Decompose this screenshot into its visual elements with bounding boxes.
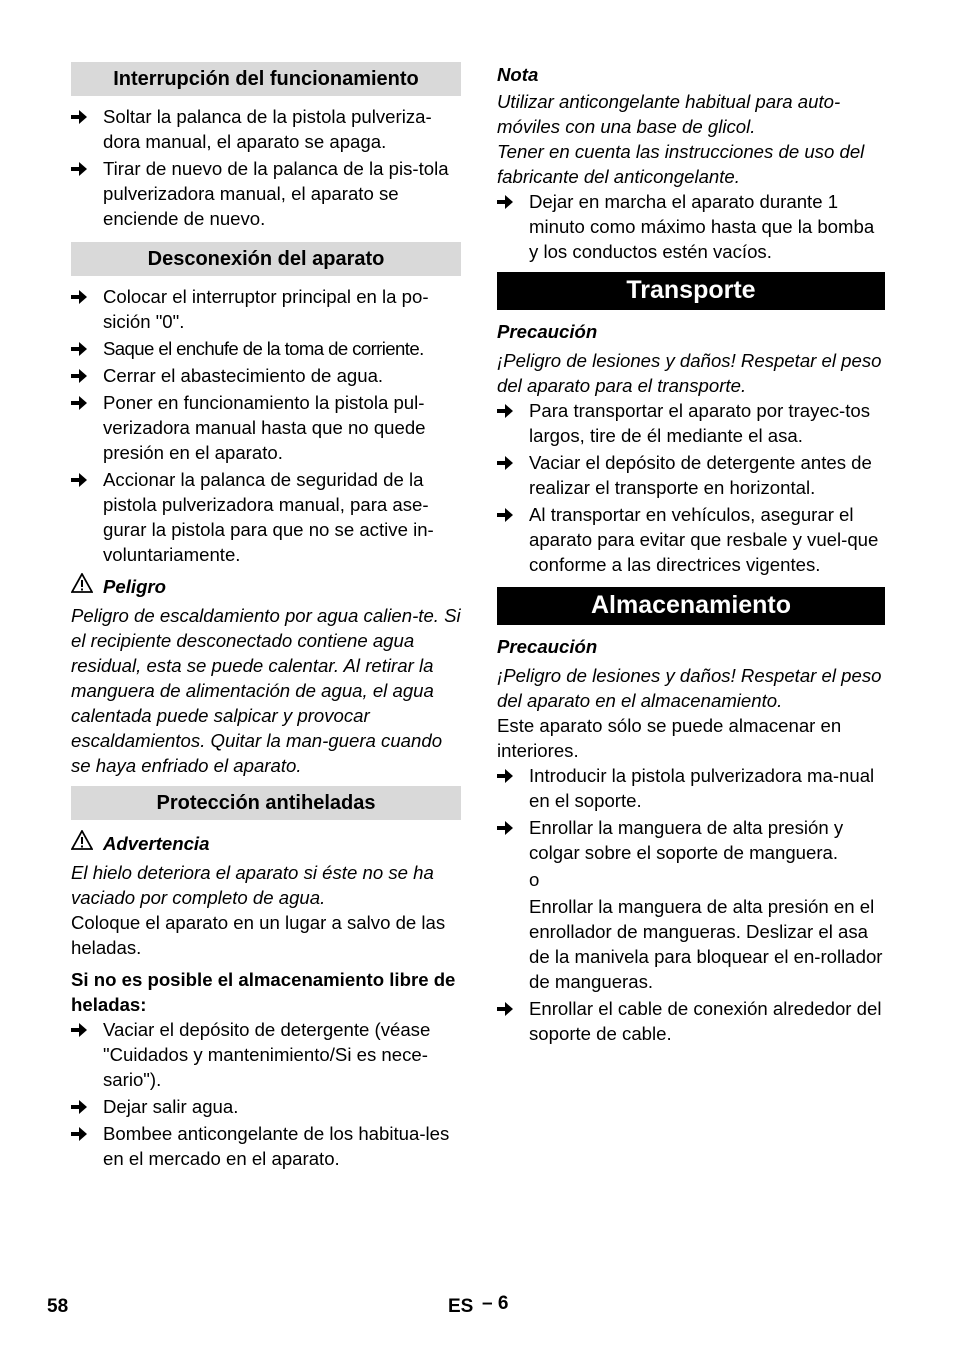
nota-text-2: Tener en cuenta las instrucciones de uso del fabricante del anticongelante. <box>497 141 865 187</box>
caution-label: Precaución <box>497 321 598 342</box>
list-item-text: Dejar en marcha el aparato durante 1 minuto como máximo hasta que la bomba y los conductos estén vacíos. <box>529 191 875 262</box>
list-item <box>71 156 461 231</box>
arrow-right-icon <box>497 450 529 470</box>
danger-text: Peligro de escaldamiento por agua calien-te. Si el recipiente desconectado contiene agua residual, esta se puede calentar. Al retirar la manguera de alimentación de agua, el agua calentada puede salpicar y provocar escaldamientos. Quitar la man-guera cuando se haya enfriado el aparato. <box>71 605 461 776</box>
list-item <box>71 467 461 567</box>
warning-text: El hielo deteriora el aparato si éste no se ha vaciado por completo de agua. <box>71 862 434 908</box>
list-item-text: Para transportar el aparato por trayec-tos largos, tire de él mediante el asa. <box>529 400 871 446</box>
list-item-text: Accionar la palanca de seguridad de la pistola pulverizadora manual, para ase-gurar la pistola para que no se active in-voluntariamente. <box>103 469 434 565</box>
arrow-right-icon <box>71 336 103 356</box>
list-item <box>71 363 461 388</box>
list-item-text: Al transportar en vehículos, asegurar el aparato para evitar que resbale y vuel-que conforme a las directrices vigentes. <box>529 504 879 575</box>
arrow-right-icon <box>71 104 103 124</box>
list-item-text: Soltar la palanca de la pistola pulveriza-dora manual, el aparato se apaga. <box>103 106 432 152</box>
list-item-text: Bombee anticongelante de los habitua-les en el mercado en el aparato. <box>103 1123 450 1169</box>
main-heading-almacenamiento: Almacenamiento <box>497 587 885 625</box>
list-item-text: Introducir la pistola pulverizadora ma-nual en el soporte. <box>529 765 875 811</box>
or-text: o <box>529 869 540 890</box>
list-item <box>71 1017 461 1092</box>
list-item <box>71 1121 461 1171</box>
arrow-right-icon <box>497 996 529 1016</box>
arrow-right-icon <box>71 1121 103 1141</box>
list-item <box>71 284 461 334</box>
list-item-text: Enrollar el cable de conexión alrededor del soporte de cable. <box>529 998 882 1044</box>
arrow-right-icon <box>71 284 103 304</box>
paragraph: Este aparato sólo se puede almacenar en interiores. <box>497 715 842 761</box>
main-heading-transporte: Transporte <box>497 272 885 310</box>
arrow-right-icon <box>497 763 529 783</box>
list-item-text: Enrollar la manguera de alta presión y colgar sobre el soporte de manguera. <box>529 817 844 863</box>
nota-text-1: Utilizar anticongelante habitual para auto-móviles con una base de glicol. <box>497 91 841 137</box>
list-item-text: Dejar salir agua. <box>103 1096 239 1117</box>
warning-label <box>71 830 461 856</box>
subheading: Si no es posible el almacenamiento libre de heladas: <box>71 969 456 1015</box>
arrow-right-icon <box>497 815 529 835</box>
arrow-right-icon <box>497 189 529 209</box>
left-column <box>71 62 461 1173</box>
paragraph: Coloque el aparato en un lugar a salvo de las heladas. <box>71 912 446 958</box>
list-item <box>71 336 461 361</box>
alternative-text: Enrollar la manguera de alta presión en el enrollador de mangueras. Deslizar el asa de la manivela para bloquear el en-rollador de mangueras. <box>529 896 883 992</box>
list-item <box>497 815 885 865</box>
list-item <box>497 502 885 577</box>
list-item-text: Saque el enchufe de la toma de corriente. <box>103 338 424 359</box>
right-column <box>497 62 885 1048</box>
arrow-right-icon <box>71 1094 103 1114</box>
warning-triangle-icon <box>71 830 95 856</box>
list-item-text: Vaciar el depósito de detergente (véase "Cuidados y mantenimiento/Si es nece-sario"). <box>103 1019 431 1090</box>
arrow-right-icon <box>71 1017 103 1037</box>
arrow-right-icon <box>71 156 103 176</box>
list-item <box>497 996 885 1046</box>
list-item <box>71 390 461 465</box>
list-item <box>497 398 885 448</box>
list-item <box>497 189 885 264</box>
section-heading-interrupcion: Interrupción del funcionamiento <box>71 62 461 96</box>
caution-label: Precaución <box>497 636 598 657</box>
danger-label-text: Peligro <box>103 575 167 597</box>
list-item <box>497 763 885 813</box>
list-item-text: Vaciar el depósito de detergente antes de realizar el transporte en horizontal. <box>529 452 872 498</box>
list-item <box>71 1094 461 1119</box>
warning-triangle-icon <box>71 573 95 599</box>
arrow-right-icon <box>497 502 529 522</box>
footer-section-page: – 6 <box>482 1293 509 1314</box>
list-item <box>497 450 885 500</box>
arrow-right-icon <box>497 398 529 418</box>
page-number: 58 <box>47 1296 69 1317</box>
danger-label <box>71 573 461 599</box>
section-heading-desconexion: Desconexión del aparato <box>71 242 461 276</box>
caution-text: ¡Peligro de lesiones y daños! Respetar el peso del aparato en el almacenamiento. <box>497 665 882 711</box>
arrow-right-icon <box>71 467 103 487</box>
caution-text: ¡Peligro de lesiones y daños! Respetar el peso del aparato para el transporte. <box>497 350 882 396</box>
warning-label-text: Advertencia <box>103 832 210 854</box>
nota-label: Nota <box>497 64 539 85</box>
list-item-text: Poner en funcionamiento la pistola pul-verizadora manual hasta que no quede presión en el aparato. <box>103 392 426 463</box>
arrow-right-icon <box>71 363 103 383</box>
arrow-right-icon <box>71 390 103 410</box>
section-heading-proteccion: Protección antiheladas <box>71 786 461 820</box>
list-item-text: Cerrar el abastecimiento de agua. <box>103 365 384 386</box>
list-item <box>71 104 461 154</box>
list-item-text: Tirar de nuevo de la palanca de la pis-tola pulverizadora manual, el aparato se enciende de nuevo. <box>103 158 449 229</box>
footer-language: ES <box>448 1296 474 1317</box>
list-item-text: Colocar el interruptor principal en la po-sición "0". <box>103 286 429 332</box>
